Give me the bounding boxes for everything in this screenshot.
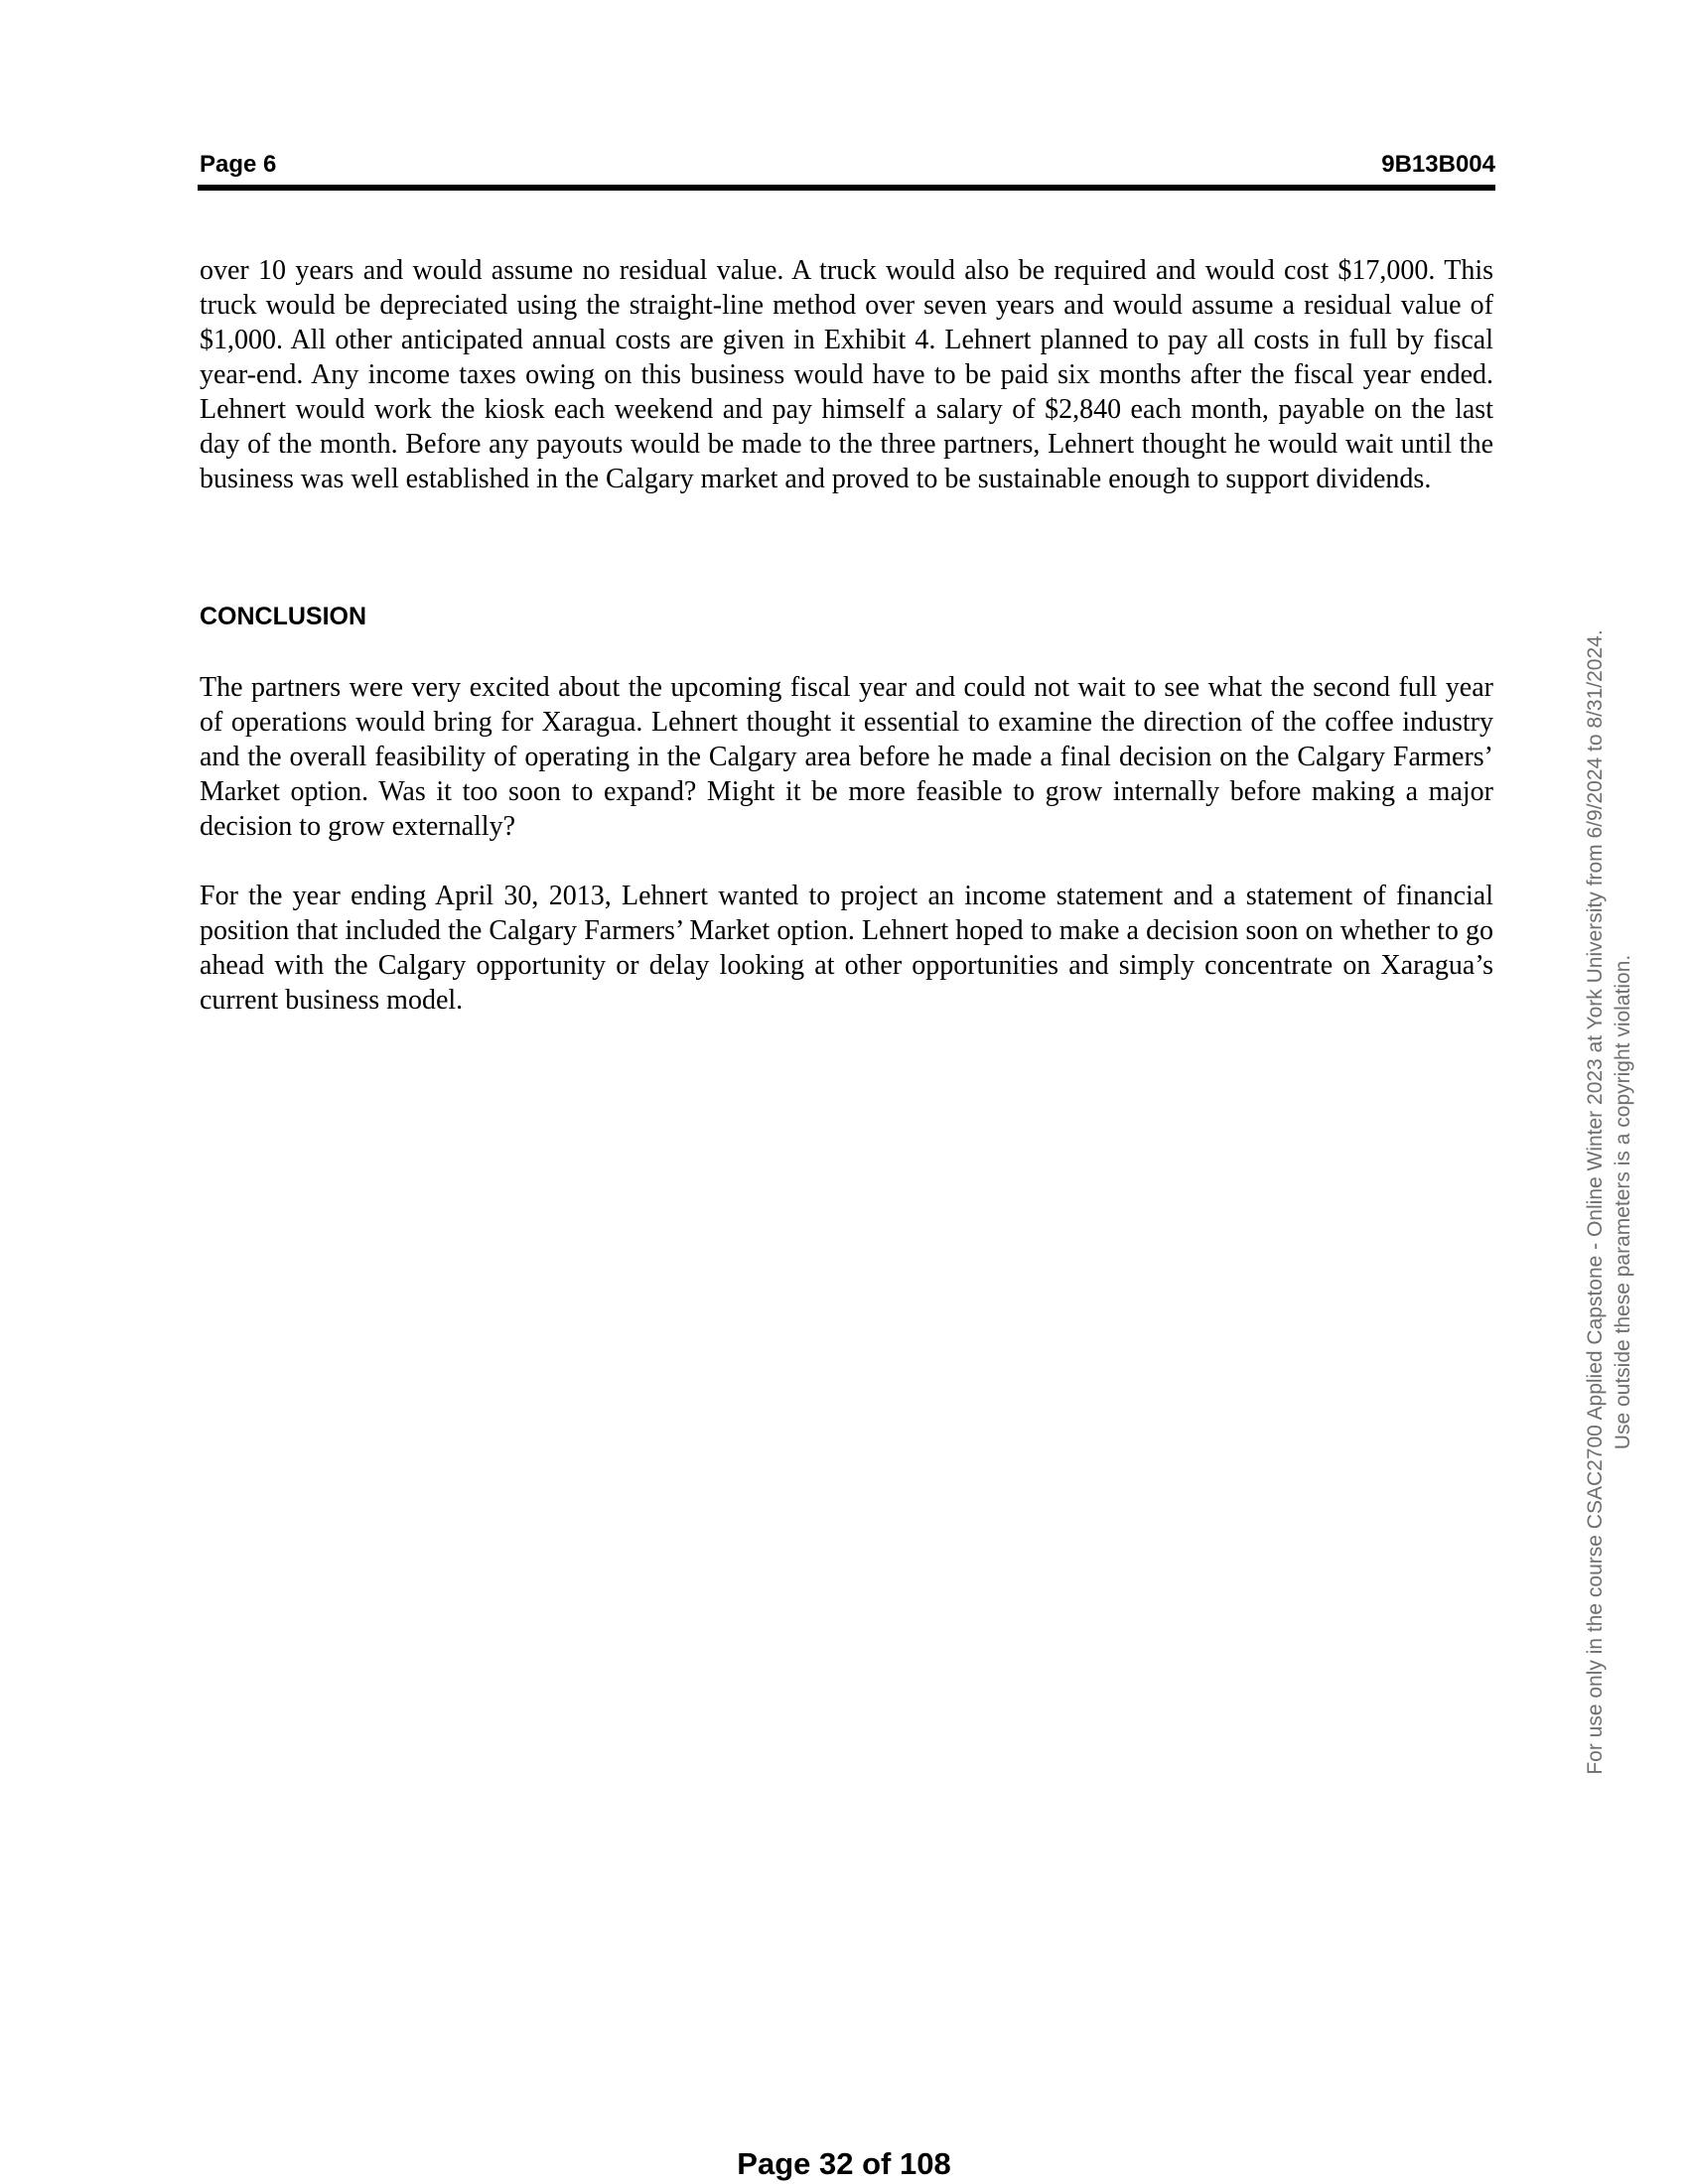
body-paragraph-1: over 10 years and would assume no residual value. A truck would also be required and would cost $17,000. This truck would be depreciated using the straight-line method over seven years and would assume a residual value of $1,000. All other anticipated annual costs are given in Exhibit 4. Lehnert planned to pay all costs in full by fiscal year-end. Any income taxes owing on this business would have to be paid six months after the fiscal year ended. Lehnert would work the kiosk each weekend and pay himself a salary of $2,840 each month, payable on the last day of the month. Before any payouts would be made to the three partners, Lehnert thought he would wait until the business was well established in the Calgary market and proved to be sustainable enough to support dividends. (200, 255, 1493, 494)
section-heading-conclusion: CONCLUSION (200, 603, 367, 630)
body-paragraph-3: For the year ending April 30, 2013, Lehnert wanted to project an income statement and a statement of financial position that included the Calgary Farmers’ Market option. Lehnert hoped to make a decision soon on whether to go ahead with the Calgary opportunity or delay looking at other opportunities and simply concentrate on Xaragua’s current business model. (200, 881, 1493, 1016)
watermark-line-1: For use only in the course CSAC2700 Applied Capstone - Online Winter 2023 at York University from 6/9/2024 to 8/31/2024. (1584, 629, 1607, 1775)
copyright-watermark (1582, 557, 1637, 1847)
watermark-line-2: Use outside these parameters is a copyright violation. (1612, 954, 1634, 1450)
case-code: 9B13B004 (1381, 151, 1495, 178)
page-header (198, 149, 1495, 191)
page-label: Page 6 (200, 151, 277, 178)
page-counter: Page 32 of 108 (737, 2146, 951, 2181)
body-paragraph-2: The partners were very excited about the upcoming fiscal year and could not wait to see what the second full year of operations would bring for Xaragua. Lehnert thought it essential to examine the direction of the coffee industry and the overall feasibility of operating in the Calgary area before he made a final decision on the Calgary Farmers’ Market option. Was it too soon to expand? Might it be more feasible to grow internally before making a major decision to grow externally? (200, 672, 1493, 842)
